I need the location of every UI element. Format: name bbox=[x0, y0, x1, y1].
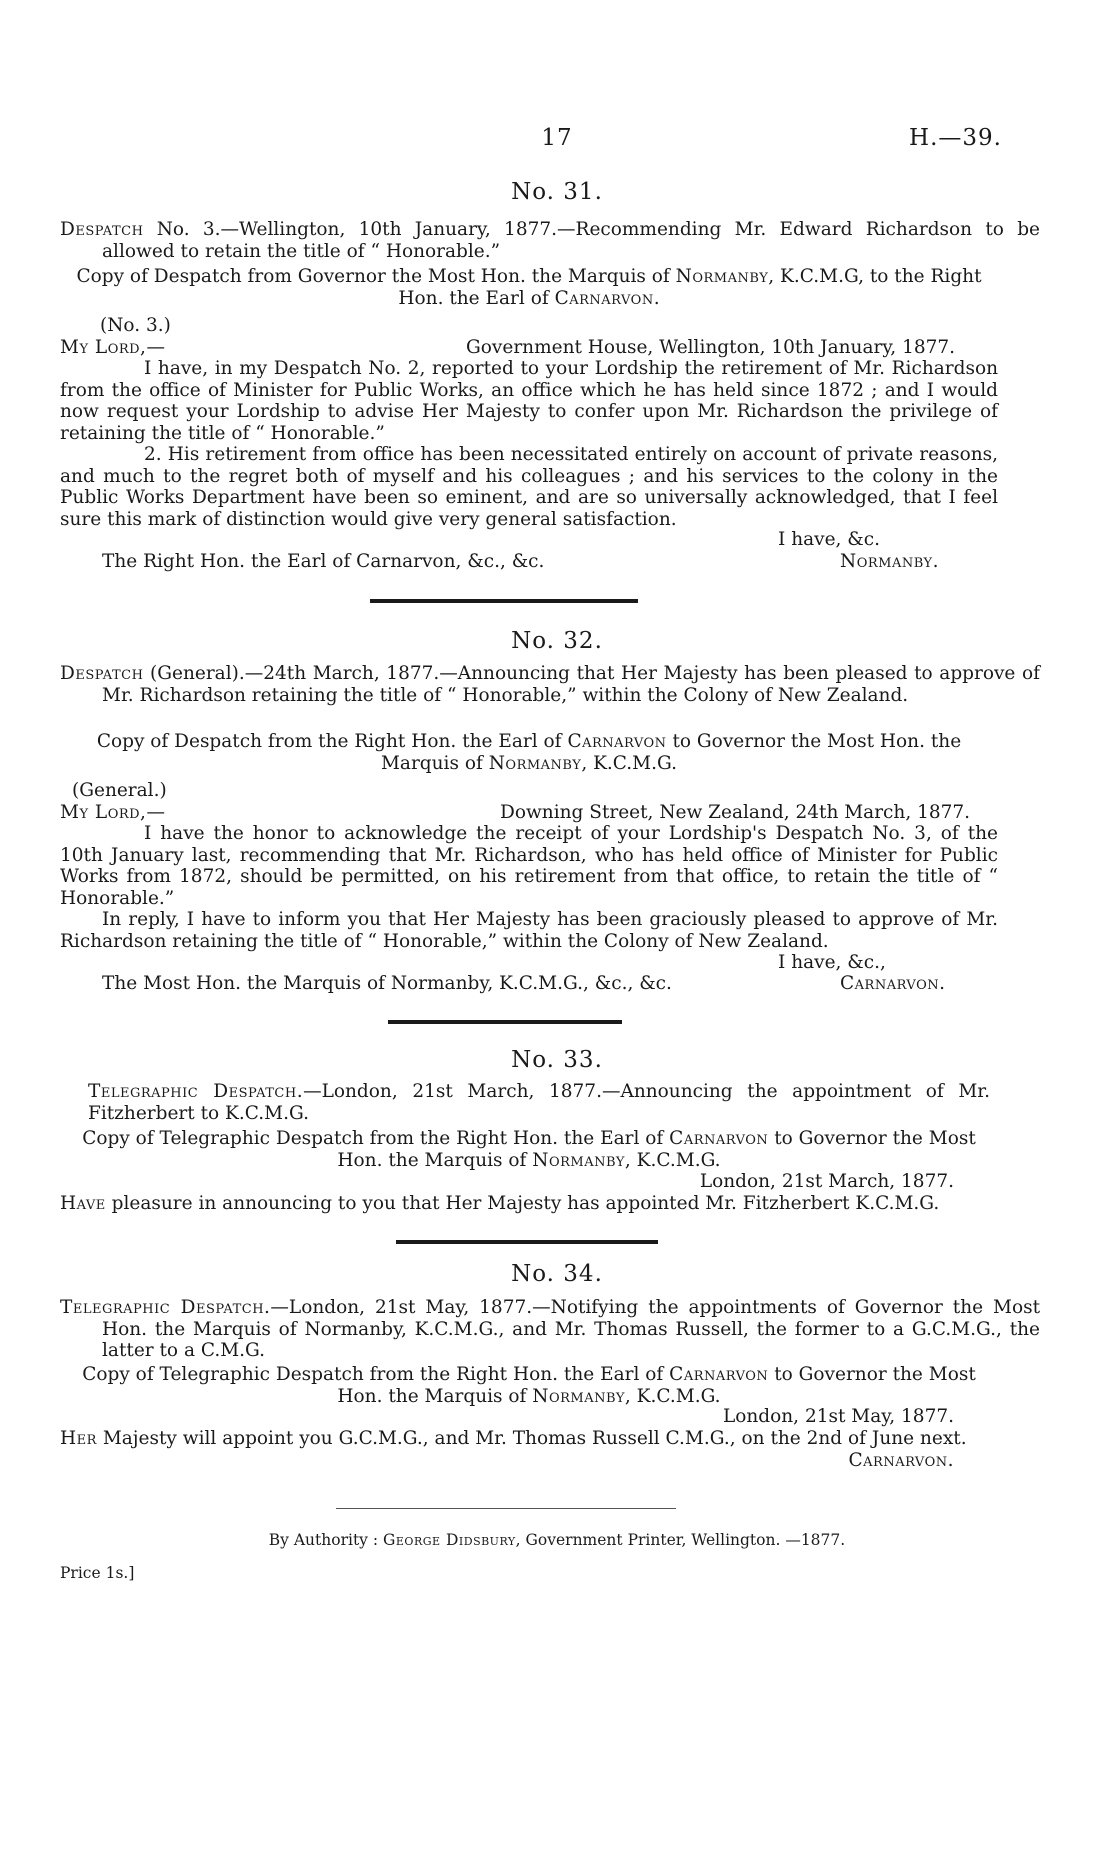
section-divider bbox=[370, 599, 638, 603]
signature: Normanby. bbox=[840, 551, 939, 572]
section-32-summary bbox=[60, 663, 1040, 706]
sender-name: Normanby bbox=[675, 266, 769, 287]
recipient-name: Normanby bbox=[488, 752, 582, 774]
copy-text: . bbox=[653, 287, 660, 309]
copy-text: Copy of Telegraphic Despatch from the Right Hon. the Earl of bbox=[82, 1128, 664, 1149]
section-31-paragraph-2: 2. His retirement from office has been necessitated entirely on account of private reasons, and much to the regret both of myself and his colleagues ; and his services to the colony in the Public Works Department have been so eminent, and are so universally acknowledged, that I feel sure this mark of distinction would give very general satisfaction. bbox=[60, 444, 998, 530]
price: Price 1s.] bbox=[60, 1564, 135, 1582]
section-31-paragraph-1: I have, in my Despatch No. 2, reported to your Lordship the retirement of Mr. Richardson from the office of Minister for Public Works, an office which he has held since 1872 ; and I would now request your Lordship to advise Her Majesty to confer upon Mr. Richardson the privilege of retaining the title of “ Honorable.” bbox=[60, 358, 998, 444]
section-31-summary bbox=[60, 219, 1040, 262]
body-lead: Her bbox=[60, 1428, 97, 1449]
addressee: The Most Hon. the Marquis of Normanby, K.C.M.G., &c., &c. bbox=[102, 973, 672, 994]
section-34-copy-line bbox=[60, 1364, 998, 1407]
signature: Carnarvon. bbox=[840, 973, 946, 994]
summary-text: —London, 21st May, 1877.—Notifying the appointments of Governor the Most Hon. the Marquis of Normanby, K.C.M.G., and Mr. Thomas Russell, the former to a G.C.M.G., the latter to a C.M.G. bbox=[102, 1297, 1041, 1361]
body-text: pleasure in announcing to you that Her Majesty has appointed Mr. Fitzherbert K.C.M.G. bbox=[111, 1193, 940, 1214]
copy-text: Copy of Telegraphic Despatch from the Right Hon. the Earl of bbox=[82, 1364, 664, 1385]
closing: I have, &c., bbox=[778, 952, 886, 973]
authority-prefix: By Authority : bbox=[268, 1531, 379, 1549]
section-34-summary bbox=[60, 1297, 1040, 1362]
summary-text: —London, 21st March, 1877.—Announcing the appointment of Mr. Fitzherbert to K.C.M.G. bbox=[88, 1081, 990, 1124]
place-date: London, 21st March, 1877. bbox=[699, 1171, 954, 1192]
despatch-number: (General.) bbox=[72, 780, 167, 801]
copy-text: , K.C.M.G, to the Right Hon. the Earl of bbox=[398, 266, 982, 309]
copy-text: , K.C.M.G. bbox=[624, 1149, 721, 1171]
copy-text: Copy of Despatch from Governor the Most Hon. the Marquis of bbox=[76, 266, 670, 287]
section-34-number: No. 34. bbox=[511, 1261, 603, 1287]
summary-text: (General).—24th March, 1877.—Announcing that Her Majesty has been pleased to approve of Mr. Richardson retaining the title of “ Honorable,” within the Colony of New Zealand. bbox=[102, 663, 1040, 706]
despatch-label: Telegraphic Despatch. bbox=[88, 1081, 304, 1102]
sender-name: Carnarvon bbox=[669, 1364, 769, 1385]
body-lead: Have bbox=[60, 1193, 106, 1214]
body-text: Majesty will appoint you G.C.M.G., and Mr. Thomas Russell C.M.G., on the 2nd of June next. bbox=[102, 1428, 967, 1449]
recipient-name: Carnarvon bbox=[554, 287, 654, 309]
closing: I have, &c. bbox=[778, 529, 881, 550]
section-31-number: No. 31. bbox=[511, 179, 603, 205]
addressee: The Right Hon. the Earl of Carnarvon, &c., &c. bbox=[102, 551, 545, 572]
section-33-body bbox=[60, 1193, 998, 1215]
copy-text: , K.C.M.G. bbox=[581, 752, 678, 774]
authority-line bbox=[0, 1530, 1114, 1552]
copy-text: to Governor the Most Hon. the Marquis of bbox=[380, 731, 962, 774]
despatch-label: Telegraphic Despatch. bbox=[60, 1297, 271, 1318]
recipient-name: Normanby bbox=[532, 1149, 625, 1171]
section-32-paragraph-1: I have the honor to acknowledge the receipt of your Lordship's Despatch No. 3, of the 10th January last, recommending that Mr. Richardson, who has held office of Minister for Public Works from 1872, should be permitted, on his retirement from that office, to retain the title of “ Honorable.” bbox=[60, 823, 998, 909]
authority-suffix: , Government Printer, Wellington. —1877. bbox=[515, 1531, 846, 1549]
recipient-name: Normanby bbox=[532, 1385, 625, 1407]
place-date: London, 21st May, 1877. bbox=[722, 1406, 954, 1427]
sender-name: Carnarvon bbox=[567, 731, 667, 752]
section-32-copy-line bbox=[60, 731, 998, 774]
section-33-copy-line bbox=[60, 1128, 998, 1171]
copy-text: to Governor the Most Hon. the Marquis of bbox=[337, 1128, 976, 1171]
section-divider bbox=[388, 1020, 622, 1024]
copy-text: to Governor the Most Hon. the Marquis of bbox=[337, 1364, 976, 1407]
copy-text: , K.C.M.G. bbox=[624, 1385, 721, 1407]
printer-name: George Didsbury bbox=[383, 1531, 516, 1549]
signature: Carnarvon. bbox=[848, 1450, 954, 1471]
section-33-number: No. 33. bbox=[511, 1047, 603, 1073]
section-divider bbox=[396, 1240, 658, 1244]
place-date: Downing Street, New Zealand, 24th March, 1877. bbox=[500, 802, 971, 823]
section-31-copy-line bbox=[60, 266, 998, 309]
despatch-label: Despatch bbox=[60, 219, 144, 240]
section-32-paragraph-2: In reply, I have to inform you that Her Majesty has been graciously pleased to approve of Mr. Richardson retaining the title of “ Honorable,” within the Colony of New Zealand. bbox=[60, 909, 998, 952]
salutation: My Lord,— bbox=[60, 802, 166, 823]
footer-rule bbox=[336, 1508, 676, 1509]
despatch-number: (No. 3.) bbox=[100, 315, 171, 336]
paper-reference: H.—39. bbox=[909, 125, 1002, 151]
section-34-body bbox=[60, 1428, 998, 1450]
summary-text: No. 3.—Wellington, 10th January, 1877.—Recommending Mr. Edward Richardson to be allowed to retain the title of “ Honorable.” bbox=[102, 219, 1040, 262]
sender-name: Carnarvon bbox=[669, 1128, 769, 1149]
salutation: My Lord,— bbox=[60, 337, 166, 358]
page-number: 17 bbox=[541, 125, 573, 151]
section-32-number: No. 32. bbox=[511, 628, 603, 654]
place-date: Government House, Wellington, 10th January, 1877. bbox=[466, 337, 956, 358]
despatch-label: Despatch bbox=[60, 663, 144, 684]
copy-text: Copy of Despatch from the Right Hon. the Earl of bbox=[96, 731, 562, 752]
section-33-summary bbox=[88, 1081, 990, 1124]
